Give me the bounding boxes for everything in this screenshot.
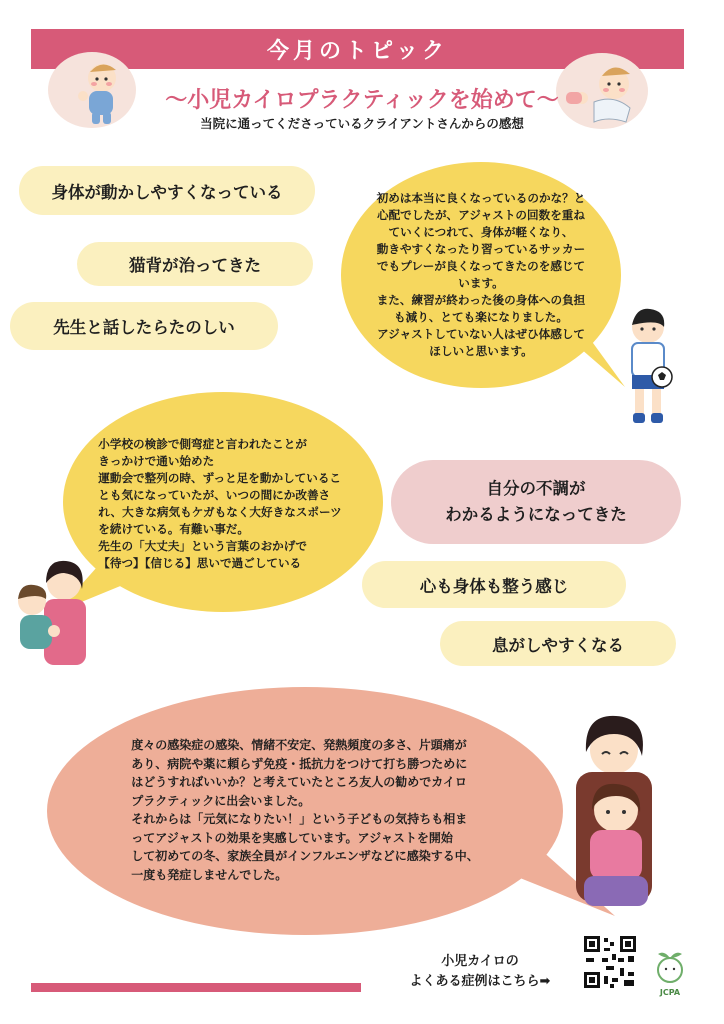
page-title: ～小児カイロプラクティックを始めて～ (165, 88, 559, 113)
jcpa-logo (650, 950, 690, 996)
footer-line: よくある症例はこちら➡ (409, 974, 551, 989)
testimonial-text: 初めは本当に良くなっているのかな？と 心配でしたが、アジャストの回数を重ね ていくにつれて、身体が軽くなり、 動きやすくなったり習っているサッカー でもプレーが良くなってきたのを感じて います。 また、練習が終わった後の身体への負担 も減り、とても楽になりました。 アジャストしていない人はぜひ体感して ほしいと思います。 (376, 190, 586, 358)
soccer-boy-icon (618, 305, 678, 427)
speech-bubble (70, 690, 540, 930)
comment-text: 心も身体も整う感じ (419, 576, 569, 596)
banner-title: 今月のトピック (266, 38, 449, 64)
jcpa-logo-text: JCPA (659, 988, 681, 997)
comment-pill (391, 460, 681, 544)
comment-text: 自分の不調が (486, 479, 586, 498)
speech-bubble (335, 157, 627, 392)
footer-bar (31, 983, 361, 992)
testimonial-text: 度々の感染症の感染、情緒不安定、発熱頻度の多さ、片頭痛が あり、病院や薬に頼らず免疫・抵抗力をつけて打ち勝つために はどうすればいいか？と考えていたところ友人の勧めでカイロ プラクティックに出会いました。 それからは「元気になりたい！」という子どもの気持ちも相ま ってアジャストの効果を実感しています。アジャストを開始 して初めての冬、家族全員がインフルエンザなどに感染する中、 一度も発症しませんでした。 (131, 738, 479, 882)
comment-text: わかるようになってきた (445, 505, 627, 524)
jcpa-logo-icon (650, 950, 690, 984)
comment-text: 息がしやすくなる (492, 635, 624, 655)
page-caption: 当院に通ってくださっているクライアントさんからの感想 (200, 116, 524, 131)
comment-text: 猫背が治ってきた (129, 256, 261, 275)
comment-pill (77, 242, 313, 286)
comment-text: 身体が動かしやすくなっている (51, 182, 283, 202)
comment-pill (19, 166, 315, 215)
testimonial-text: 小学校の検診で側弯症と言われたことが きっかけで通い始めた 運動会で整列の時、ずっと足を動かしているこ とも気になっていたが、いつの間にか改善さ れ、大きな病気もケガもなく大好きなスポーツ を続けている。有難い事だ。 先生の「大丈夫」という言葉のおかげで 【待つ】【信じる】思いで過ごしている (98, 437, 342, 570)
comment-pill (10, 302, 278, 350)
comment-pill (362, 561, 626, 608)
qr-code-icon[interactable] (582, 934, 638, 990)
speech-bubble (65, 393, 375, 615)
comment-pill (440, 621, 676, 666)
comment-text: 先生と話したらたのしい (53, 318, 235, 337)
mother-child-icon (6, 553, 92, 671)
footer-line: 小児カイロの (441, 954, 519, 969)
mother-daughter-icon (556, 712, 668, 912)
footer-note (390, 952, 570, 992)
